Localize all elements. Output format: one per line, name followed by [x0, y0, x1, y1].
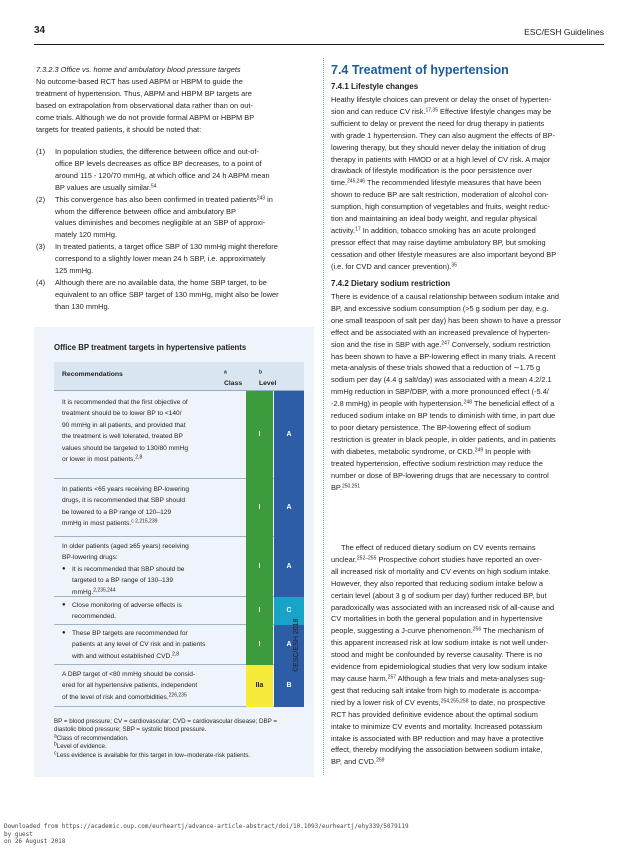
level-badge: C — [274, 597, 304, 625]
table-row: In older patients (aged ≥65 years) receiving BP-lowering drugs: ● It is recommended that SBP should be targeted to a BP range of 130–139 mmHg.$^{2,235,244}$ I A — [54, 537, 304, 597]
table-row: A DBP target of <80 mmHg should be consid- ered for all hypertensive patients, independent of the level of risk and comorbidities.$^{226,235}$ IIa B — [54, 665, 304, 707]
section-heading-7-3-2-3: 7.3.2.3 Office vs. home and ambulatory blood pressure targets — [36, 65, 241, 74]
class-badge: IIa — [246, 665, 273, 707]
class-badge: I — [246, 537, 273, 597]
class-badge: I — [246, 479, 273, 537]
subsection-heading-7-4-1: 7.4.1 Lifestyle changes — [331, 82, 419, 91]
list-item: (2) This convergence has also been confirmed in treated patients$^{243}$ in whom the difference between office and ambulatory BP values diminishes and becomes negligible at an SBP of approxi- mately 120 mmHg. — [36, 194, 273, 240]
copyright-mark: ©ESC/ESH 2018 — [293, 618, 300, 672]
header-rule — [34, 44, 604, 45]
level-badge: B — [274, 665, 304, 707]
page-number: 34 — [34, 25, 46, 36]
table-row: ● These BP targets are recommended for patients at any level of CV risk and in patients with and without established CVD.$^{2,8}$ I A — [54, 625, 304, 665]
level-badge: A — [274, 479, 304, 537]
level-badge: A — [274, 537, 304, 597]
table-header: Recommendations Class $^a$ Level $^b$ — [54, 362, 304, 391]
sodium-paragraph-1: There is evidence of a causal relationship between sodium intake and BP, and excessive sodium consumption (>5 g sodium per day, e.g. one small teaspoon of salt per day) has been shown to have a pressor effect and be associated with an increased prevalence of hyperten- sion and the rise in SBP with age.$^{247}$ Conversely, sodium restriction has been shown to have a BP-lowering effect in many trials. A recent meta-analysis of these trials showed that a reduction of ∼1.75 g sodium per day (4.4 g salt/day) was associated with a mean 4.2/2.1 mmHg reduction in SBP/DBP, with a more pronounced effect (-5.4/ -2.8 mmHg) in people with hypertension.$^{248}$ The beneficial effect of a reduced sodium intake on BP tends to diminish with time, in part due to poor dietary persistence. The BP-lowering effect of sodium restriction is greater in black people, in older patients, and in patients with diabetes, metabolic syndrome, or CKD.$^{249}$ In people with treated hypertension, effective sodium restriction may reduce the number or dose of BP-lowering drugs that are necessary to control BP.$^{250,251}$ — [331, 292, 562, 492]
list-item: (1) In population studies, the difference between office and out-of- office BP levels decreases as office BP decreases, to a point of around 115 - 120/70 mmHg, at which office and 24 h ABPM mean BP values are usually similar.$^{54}$ — [36, 147, 270, 192]
level-badge: A — [274, 625, 304, 665]
section-heading-7-4: 7.4 Treatment of hypertension — [331, 63, 509, 77]
table-row: ● Close monitoring of adverse effects is recommended. I C — [54, 597, 304, 625]
column-divider — [323, 58, 324, 775]
target-list — [36, 146, 316, 313]
table-row: It is recommended that the first objective of treatment should be to lower BP to <140/ 90 mmHg in all patients, and provided that the treatment is well tolerated, treated BP values should be targeted to 130/80 mmHg or lower in most patients.$^{2,8}$ I A — [54, 391, 304, 479]
lifestyle-paragraph: Heathy lifestyle choices can prevent or delay the onset of hyperten- sion and can reduce CV risk.$^{17,35}$ Effective lifestyle changes may be sufficient to delay or prevent the need for drug therapy in patients with grade 1 hypertension. They can also augment the effects of BP- lowering therapy, but they should never delay the initiation of drug therapy in patients with HMOD or at a high level of CV risk. A major drawback of lifestyle modification is the poor persistence over time.$^{245,246}$ The recommended lifestyle measures that have been shown to reduce BP are salt restriction, moderation of alcohol con- sumption, high consumption of vegetables and fruits, weight reduc- tion and maintaining an ideal body weight, and regular physical activity.$^{17}$ In addition, tobacco smoking has an acute prolonged pressor effect that may raise daytime ambulatory BP, but smoking cessation and other lifestyle measures are also important beyond BP (i.e. for CVD and cancer prevention).$^{35}$ — [331, 95, 557, 271]
sodium-paragraph-2: The effect of reduced dietary sodium on CV events remains unclear.$^{252-255}$ Prospective cohort studies have reported an over- all increased risk of mortality and CV events on high sodium intake. However, they also reported that reducing sodium intake below a certain level (about 3 g of sodium per day) further reduced BP, but paradoxically was associated with an increased risk of all-cause and CV mortalities in both the general population and in hypertensive people, suggesting a J-curve phenomenon.$^{256}$ The mechanism of this apparent increased risk at low sodium intake is not well under- stood and might be confounded by reverse causality. There is no evidence from epidemiological studies that very low sodium intake may cause harm.$^{257}$ Although a few trials and meta-analyses sug- gest that reducing salt intake from high to moderate is accompa- nied by a lower risk of CV events,$^{254,255,258}$ to date, no prospective RCT has provided definitive evidence about the optimal sodium intake to minimize CV events and mortality. Increased potassium intake is associated with BP reduction and may have a protective effect, thereby modifying the association between sodium intake, BP, and CVD.$^{259}$ — [331, 543, 555, 767]
subsection-heading-7-4-2: 7.4.2 Dietary sodium restriction — [331, 279, 451, 288]
class-badge: I — [246, 625, 273, 665]
table-row: In patients <65 years receiving BP-lowering drugs, it is recommended that SBP should be lowered to a BP range of 120–129 mmHg in most patients.$^{c 2,215,239}$ I A — [54, 479, 304, 537]
intro-paragraph: No outcome-based RCT has used ABPM or HBPM to guide the treatment of hypertension. Thus, ABPM and HBPM BP targets are based on extrapolation from observational data rather than on out- come trials. Although we do not provide formal ABPM or HBPM BP targets for treated patients, it should be noted that: — [36, 77, 255, 134]
class-badge: I — [246, 597, 273, 625]
download-note: Downloaded from https://academic.oup.com/eurheartj/advance-article-abstract/doi/10.1093/eurheartj/ehy339/5079119 by guest on 26 August 2018 — [4, 823, 409, 846]
class-badge: I — [246, 391, 273, 479]
level-badge: A — [274, 391, 304, 479]
box-title: Office BP treatment targets in hypertensive patients — [54, 343, 247, 352]
box-footnotes: BP = blood pressure; CV = cardiovascular; CVD = cardiovascular disease; DBP = diastolic blood pressure; SBP = systolic blood pressure. $^a$Class of recommendation. $^b$Level of evidence. $^c$Less evidence is available for this target in low–moderate-risk patients. — [54, 718, 277, 759]
list-item: (3) In treated patients, a target office SBP of 130 mmHg might therefore correspond to a slightly lower mean 24 h SBP, i.e. approximately 125 mmHg. — [36, 242, 278, 276]
running-header: ESC/ESH Guidelines — [524, 27, 604, 37]
list-item: (4) Although there are no available data, the home SBP target, to be equivalent to an office SBP target of 130 mmHg, might also be lower than 130 mmHg. — [36, 277, 279, 311]
